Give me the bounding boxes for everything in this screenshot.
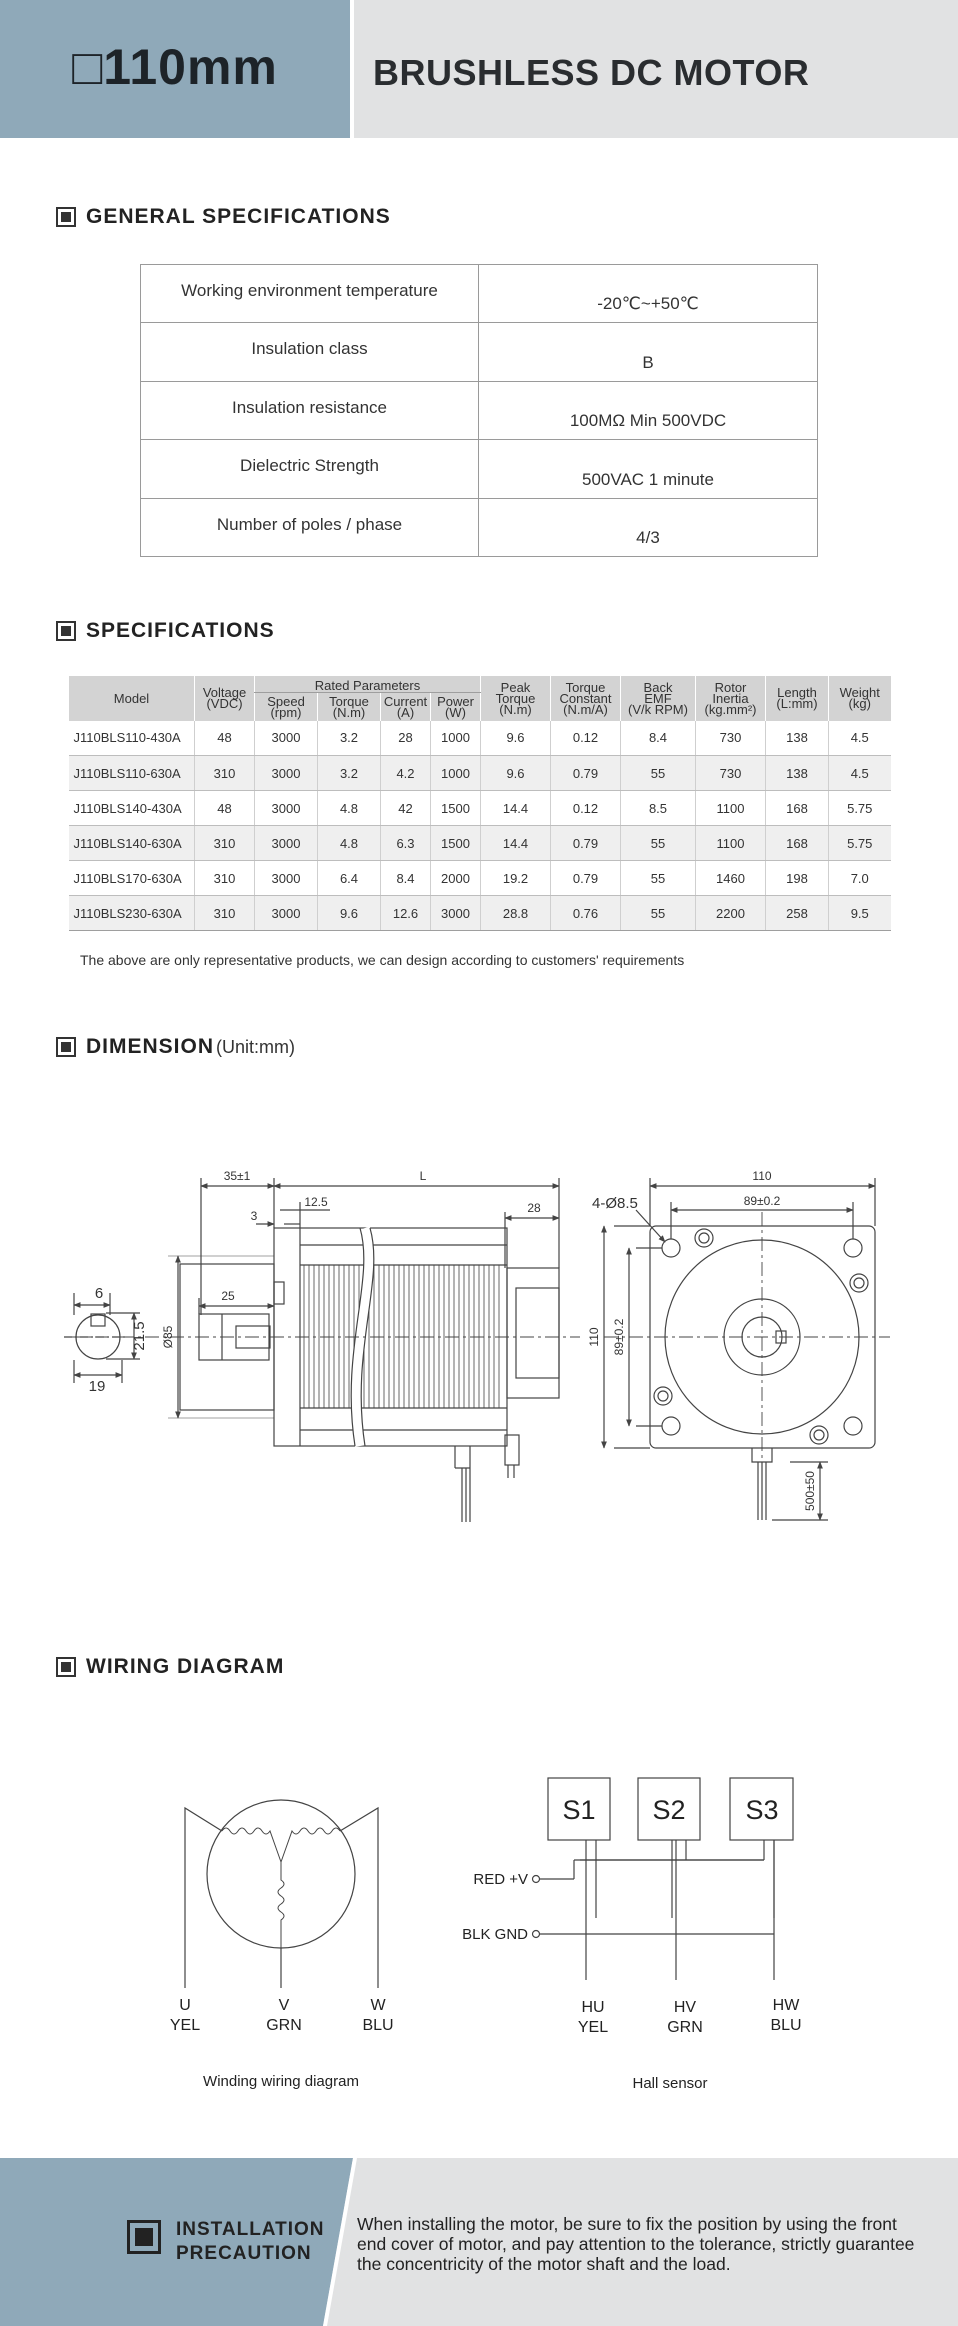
- hall-hu-color: YEL: [577, 2019, 609, 2036]
- table-cell: 3000: [255, 756, 318, 791]
- table-cell: 7.0: [829, 861, 891, 896]
- table-cell: 0.79: [551, 861, 621, 896]
- section-title: GENERAL SPECIFICATIONS: [86, 205, 391, 228]
- gnd-terminal: [533, 1931, 540, 1938]
- front-view-dimensions: [604, 1178, 875, 1520]
- table-cell: 310: [195, 826, 255, 861]
- motor-front-view: [604, 1212, 890, 1520]
- dim-shaft-length: 35±1: [223, 1169, 251, 1183]
- col-header-rotor-inertia: Rotor Inertia (kg.mm²): [696, 676, 766, 721]
- footer-square-icon: [127, 2220, 161, 2254]
- col-header-torque: Torque (N.m): [318, 693, 381, 721]
- table-cell: 1000: [431, 756, 481, 791]
- table-cell: 2200: [696, 896, 766, 931]
- spec-value: 100MΩ Min 500VDC: [479, 381, 818, 439]
- table-cell: 48: [195, 791, 255, 826]
- table-header-row: [69, 676, 891, 693]
- table-cell: 9.5: [829, 896, 891, 931]
- winding-caption: Winding wiring diagram: [203, 2073, 359, 2090]
- dim-width-89: 89±0.2: [743, 1194, 781, 1208]
- table-cell: 730: [696, 756, 766, 791]
- specifications-table: [68, 676, 891, 931]
- wiring-drawing: [0, 1740, 958, 2110]
- dimension-heading: [56, 1035, 295, 1059]
- table-cell: 1460: [696, 861, 766, 896]
- col-header-weight: Weight (kg): [829, 676, 891, 721]
- model-cell: J110BLS110-630A: [69, 756, 195, 791]
- dim-length: L: [419, 1169, 427, 1183]
- table-cell: 8.4: [621, 721, 696, 756]
- hall-s3-label: S3: [745, 1795, 779, 1825]
- table-cell: 55: [621, 756, 696, 791]
- table-row: [141, 265, 818, 323]
- hall-caption: Hall sensor: [632, 2075, 708, 2092]
- table-cell: 310: [195, 896, 255, 931]
- dim-12-5: 12.5: [304, 1195, 328, 1209]
- col-header-speed: Speed (rpm): [255, 693, 318, 721]
- table-cell: 168: [766, 826, 829, 861]
- table-cell: 14.4: [481, 826, 551, 861]
- table-cell: 19.2: [481, 861, 551, 896]
- table-cell: 5.75: [829, 826, 891, 861]
- dim-lead-length: 500±50: [803, 1471, 817, 1511]
- table-cell: 8.4: [381, 861, 431, 896]
- table-cell: 55: [621, 896, 696, 931]
- table-cell: 0.12: [551, 791, 621, 826]
- col-header-current: Current (A): [381, 693, 431, 721]
- dim-height-110: 110: [587, 1327, 601, 1347]
- table-cell: 55: [621, 861, 696, 896]
- hall-red-label: RED +V: [473, 1871, 528, 1888]
- dimension-drawing: [0, 1150, 958, 1550]
- table-cell: 9.6: [481, 721, 551, 756]
- table-cell: 12.6: [381, 896, 431, 931]
- table-cell: 1100: [696, 791, 766, 826]
- table-row: [69, 896, 891, 931]
- winding-u-color: YEL: [169, 2017, 201, 2034]
- hall-hv: HV: [673, 1999, 697, 2016]
- table-cell: 5.75: [829, 791, 891, 826]
- spec-value: -20℃~+50℃: [479, 265, 818, 323]
- model-cell: J110BLS110-430A: [69, 721, 195, 756]
- table-cell: 3000: [255, 826, 318, 861]
- col-header-peak-torque: Peak Torque (N.m): [481, 676, 551, 721]
- winding-w-color: BLU: [362, 2017, 394, 2034]
- dim-width-110: 110: [752, 1169, 772, 1183]
- red-terminal: [533, 1876, 540, 1883]
- section-square-icon: [56, 621, 76, 641]
- shaft-section-view: [64, 1293, 140, 1383]
- col-header-length: Length (L:mm): [766, 676, 829, 721]
- spec-label: Working environment temperature: [141, 265, 479, 323]
- general-specs-heading: [56, 205, 391, 229]
- table-row: [141, 498, 818, 556]
- col-header-voltage: Voltage (VDC): [195, 676, 255, 721]
- hall-s2-label: S2: [652, 1795, 686, 1825]
- table-cell: 6.3: [381, 826, 431, 861]
- table-row: [141, 440, 818, 498]
- section-title: SPECIFICATIONS: [86, 619, 275, 642]
- winding-u: U: [179, 1997, 191, 2014]
- motor-size: □110mm: [72, 39, 278, 95]
- table-row: [69, 756, 891, 791]
- col-header-model: Model: [69, 676, 195, 721]
- table-cell: 1500: [431, 791, 481, 826]
- table-cell: 4.5: [829, 756, 891, 791]
- table-cell: 0.79: [551, 756, 621, 791]
- table-cell: 28: [381, 721, 431, 756]
- dim-21-5: 21.5: [131, 1321, 148, 1351]
- table-cell: 42: [381, 791, 431, 826]
- hall-hw-color: BLU: [770, 2017, 802, 2034]
- table-cell: 6.4: [318, 861, 381, 896]
- spec-label: Insulation class: [141, 323, 479, 381]
- spec-note: The above are only representative products, we can design according to customers' requirements: [80, 952, 685, 968]
- dim-hole: 4-Ø8.5: [592, 1195, 638, 1212]
- hall-hw: HW: [772, 1997, 800, 2014]
- dimension-unit: (Unit:mm): [216, 1037, 296, 1057]
- table-cell: 1000: [431, 721, 481, 756]
- table-cell: 310: [195, 756, 255, 791]
- hall-s1-label: S1: [562, 1795, 596, 1825]
- dim-19: 19: [88, 1378, 106, 1395]
- col-group-rated-parameters: Rated Parameters: [255, 676, 481, 693]
- section-square-icon: [56, 1657, 76, 1677]
- table-cell: 4.2: [381, 756, 431, 791]
- dim-25: 25: [221, 1289, 235, 1303]
- table-cell: 168: [766, 791, 829, 826]
- spec-table-body: [69, 721, 891, 931]
- wiring-heading: [56, 1655, 284, 1679]
- winding-diagram: [185, 1800, 378, 1988]
- table-cell: 48: [195, 721, 255, 756]
- table-cell: 28.8: [481, 896, 551, 931]
- table-cell: 8.5: [621, 791, 696, 826]
- table-cell: 4.8: [318, 826, 381, 861]
- table-cell: 258: [766, 896, 829, 931]
- dim-28: 28: [527, 1201, 541, 1215]
- dim-3: 3: [250, 1209, 258, 1223]
- dim-dia-85: Ø85: [161, 1325, 175, 1349]
- model-cell: J110BLS140-430A: [69, 791, 195, 826]
- table-cell: 198: [766, 861, 829, 896]
- winding-v: V: [278, 1997, 290, 2014]
- page-title: BRUSHLESS DC MOTOR: [373, 52, 810, 93]
- table-row: [69, 861, 891, 896]
- hall-hv-color: GRN: [667, 2019, 703, 2036]
- dim-6: 6: [94, 1285, 104, 1302]
- spec-value: B: [479, 323, 818, 381]
- table-cell: 0.12: [551, 721, 621, 756]
- table-cell: 3000: [255, 861, 318, 896]
- table-cell: 14.4: [481, 791, 551, 826]
- table-cell: 55: [621, 826, 696, 861]
- section-title: DIMENSION (Unit:mm): [86, 1035, 296, 1058]
- table-cell: 4.8: [318, 791, 381, 826]
- model-cell: J110BLS170-630A: [69, 861, 195, 896]
- table-cell: 3000: [431, 896, 481, 931]
- table-cell: 0.79: [551, 826, 621, 861]
- col-header-torque-constant: Torque Constant (N.m/A): [551, 676, 621, 721]
- table-cell: 2000: [431, 861, 481, 896]
- col-header-back-emf: Back EMF (V/k RPM): [621, 676, 696, 721]
- page-header: [0, 0, 958, 138]
- table-row: [141, 323, 818, 381]
- col-header-power: Power (W): [431, 693, 481, 721]
- specs-heading: [56, 619, 275, 643]
- table-cell: 730: [696, 721, 766, 756]
- table-cell: 138: [766, 756, 829, 791]
- model-cell: J110BLS230-630A: [69, 896, 195, 931]
- table-cell: 3000: [255, 721, 318, 756]
- stator-fins: [304, 1265, 499, 1408]
- spec-value: 4/3: [479, 498, 818, 556]
- section-square-icon: [56, 1037, 76, 1057]
- installation-note: When installing the motor, be sure to fix the position by using the front end cover of motor, and pay attention to the tolerance, strictly guarantee the concentricity of the motor shaft and the load.: [357, 2214, 915, 2274]
- footer-label: INSTALLATION PRECAUTION: [176, 2219, 325, 2264]
- table-cell: 310: [195, 861, 255, 896]
- table-cell: 0.76: [551, 896, 621, 931]
- general-specs-table: [140, 264, 818, 557]
- table-row: [69, 721, 891, 756]
- spec-label: Number of poles / phase: [141, 498, 479, 556]
- table-cell: 1500: [431, 826, 481, 861]
- table-cell: 4.5: [829, 721, 891, 756]
- spec-label: Dielectric Strength: [141, 440, 479, 498]
- table-cell: 3.2: [318, 721, 381, 756]
- table-cell: 3.2: [318, 756, 381, 791]
- table-cell: 1100: [696, 826, 766, 861]
- table-cell: 9.6: [481, 756, 551, 791]
- winding-v-color: GRN: [266, 2017, 302, 2034]
- hall-hu: HU: [581, 1999, 605, 2016]
- table-cell: 3000: [255, 791, 318, 826]
- dim-height-89: 89±0.2: [612, 1318, 626, 1356]
- model-cell: J110BLS140-630A: [69, 826, 195, 861]
- table-cell: 9.6: [318, 896, 381, 931]
- table-cell: 3000: [255, 896, 318, 931]
- table-row: [141, 381, 818, 439]
- header-divider: [350, 0, 354, 138]
- winding-w: W: [370, 1997, 386, 2014]
- table-row: [69, 826, 891, 861]
- spec-label: Insulation resistance: [141, 381, 479, 439]
- installation-footer: [0, 2158, 958, 2326]
- section-title: WIRING DIAGRAM: [86, 1655, 285, 1678]
- hall-gnd-label: BLK GND: [462, 1926, 528, 1943]
- spec-value: 500VAC 1 minute: [479, 440, 818, 498]
- table-cell: 138: [766, 721, 829, 756]
- table-row: [69, 791, 891, 826]
- section-square-icon: [56, 207, 76, 227]
